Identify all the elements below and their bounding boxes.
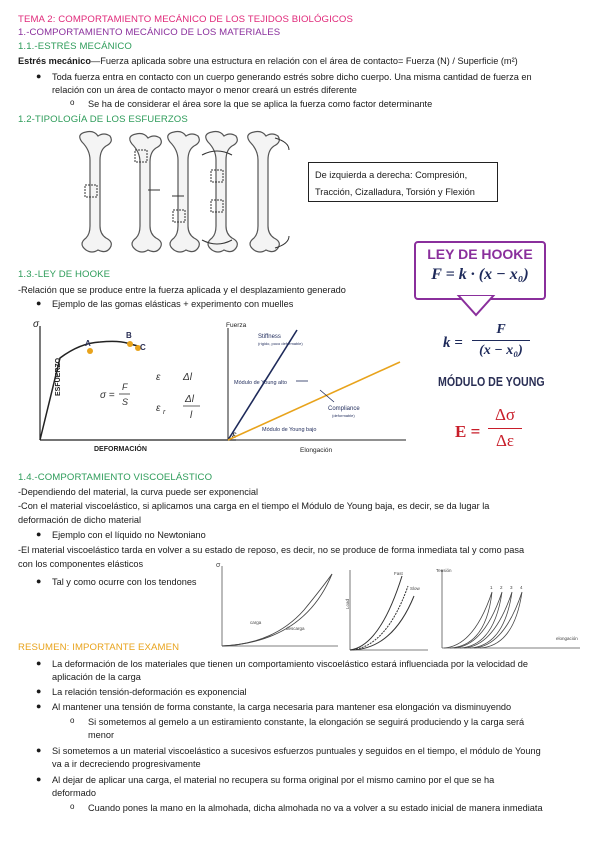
graph2-compliance-pointer (320, 390, 334, 402)
stress-bullet-line-2: relación con un área de contacto mayor o menor creará un estrés diferente (52, 85, 357, 95)
k-formula-denominator: (x − x₀) (479, 343, 523, 358)
loading-curve (222, 574, 332, 646)
bone-flexion (248, 132, 280, 253)
bullet-icon: ● (36, 529, 42, 539)
graph1-sigma: σ (33, 319, 40, 330)
k-formula-label: k = (443, 335, 463, 351)
summary-bullet-2: La relación tensión-deformación es exponencial (52, 687, 247, 697)
stress-definition (18, 55, 518, 67)
visco-line-2: -Con el material viscoelástico, si aplicamos una carga en el tiempo el Módulo de Young baja, es decir, se da lugar la (18, 501, 490, 511)
section-1-heading: 1.-COMPORTAMIENTO MECÁNICO DE LOS MATERIALES (18, 27, 281, 38)
flexion-arrows (275, 138, 289, 248)
graph1-xlabel: DEFORMACIÓN (94, 446, 147, 453)
unloading-curve (222, 574, 332, 646)
stress-types-caption-box (308, 162, 498, 202)
hooke-line-1: -Relación que se produce entre la fuerza aplicada y el desplazamiento generado (18, 285, 346, 295)
graph1-label-c: C (140, 343, 146, 352)
rate-fast-label: Fast (394, 571, 403, 576)
summary-sub-bullet-3-line-2: menor (88, 730, 115, 740)
graph2-compliance: Compliance (328, 406, 360, 412)
cycle-number-1: 1 (490, 585, 493, 590)
summary-heading: RESUMEN: IMPORTANTE EXAMEN (18, 642, 180, 653)
cycle-loop-3 (464, 592, 512, 648)
page-title: TEMA 2: COMPORTAMIENTO MECÁNICO DE LOS TEJIDOS BIOLÓGICOS (18, 14, 353, 25)
summary-bullet-1-line-2: aplicación de la carga (52, 672, 141, 682)
hysteresis-sigma: σ (216, 562, 221, 569)
hooke-law-title: LEY DE HOOKE (427, 246, 533, 262)
bone-shear (168, 132, 200, 253)
sub-bullet-icon: o (70, 802, 75, 811)
graph2-stiffness: Stiffness (258, 334, 281, 340)
summary-sub-bullet-3-line-1: Si sometemos al gemelo a un estiramiento constante, la elongación se seguirá produciendo y la carga será (88, 717, 525, 727)
sub-bullet-icon: o (70, 98, 75, 107)
graph1-ylabel: ESFUERZO (55, 357, 62, 396)
graph1-dl2-den: l (190, 410, 193, 421)
graph2-ylabel: Fuerza (226, 322, 247, 329)
graph1-formula-f: F (122, 382, 128, 392)
bullet-icon: ● (36, 686, 42, 696)
graph1-dl2-num: Δl (185, 394, 194, 405)
stress-term: Estrés mecánico (18, 56, 92, 66)
summary-bullet-5-line-2: deformado (52, 788, 96, 798)
graph1-point-a (87, 348, 93, 354)
hooke-bullet: Ejemplo de las gomas elásticas + experimento con muelles (52, 299, 294, 309)
summary-bullet-1-line-1: La deformación de los materiales que tienen un comportamiento viscoelástico estará influenciada por la velocidad de (52, 659, 528, 669)
hooke-law-formula: F = k · (x − x₀) (431, 266, 529, 283)
bullet-icon: ● (36, 701, 42, 711)
graph1-label-b: B (126, 331, 132, 340)
young-formula-label: E = (455, 422, 481, 441)
section-1-3-heading: 1.3.-LEY DE HOOKE (18, 269, 111, 280)
hysteresis-unload: descarga (286, 626, 305, 631)
young-modulus-title: MÓDULO DE YOUNG (438, 375, 545, 389)
summary-bullet-4-line-2: va a ir decreciendo progresivamente (52, 759, 201, 769)
graph1-eps2-sub: r (163, 409, 166, 416)
graph1-formula-s: S (122, 397, 129, 407)
bone-compression (80, 132, 112, 253)
stress-sub-bullet: Se ha de considerar el área sore la que se aplica la fuerza como factor determinante (88, 99, 433, 109)
visco-line-4: -El material viscoelástico tarda en volver a su estado de reposo, es decir, no se produce de forma inmediata tal y como pasa (18, 545, 525, 555)
summary-bullet-5-line-1: Al dejar de aplicar una carga, el material no recupera su forma original por el mismo camino por el que se ha (52, 775, 495, 785)
bullet-icon: ● (36, 298, 42, 308)
caption-line-1: De izquierda a derecha: Compresión, (315, 170, 468, 180)
stress-bullet-line-1: Toda fuerza entra en contacto con un cuerpo generando estrés sobre dicho cuerpo. Una misma cantidad de fuerza en (52, 72, 532, 82)
graph2-mod-high: Módulo de Young alto (234, 380, 287, 386)
stress-definition-text: —Fuerza aplicada sobre una estructura en relación con el área de contacto= Fuerza (N) / Superficie (m²) (91, 56, 518, 66)
section-1-2-heading: 1.2-TIPOLOGÍA DE LOS ESFUERZOS (18, 114, 188, 125)
cyclic-ylabel: Tensión (436, 568, 452, 573)
cycle-number-2: 2 (500, 585, 503, 590)
graph1-eps: ε (232, 430, 237, 441)
rate-slow-label: Slow (410, 586, 420, 591)
cycle-number-4: 4 (520, 585, 523, 590)
visco-bullet-2: Tal y como ocurre con los tendones (52, 577, 197, 587)
caption-line-2: Tracción, Cizalladura, Torsión y Flexión (315, 187, 475, 197)
graph2-mod-low: Módulo de Young bajo (262, 427, 317, 433)
bullet-icon: ● (36, 774, 42, 784)
stress-types-bones-illustration (70, 130, 290, 255)
hooke-arrow-icon (456, 295, 496, 317)
graph1-label-a: A (85, 339, 91, 348)
bone-traction (130, 134, 162, 253)
visco-line-3: deformación de dicho material (18, 515, 142, 525)
section-1-1-heading: 1.1.-ESTRÉS MECÁNICO (18, 41, 132, 52)
cycle-number-3: 3 (510, 585, 513, 590)
young-formula-numerator: Δσ (494, 405, 516, 424)
visco-bullet-1: Ejemplo con el líquido no Newtoniano (52, 530, 206, 540)
graph2-xlabel: Elongación (300, 447, 333, 454)
young-formula-bar (488, 428, 522, 429)
graph1-point-b (127, 341, 133, 347)
rate-ylabel: Load (345, 598, 350, 609)
cyclic-loading-graph (434, 566, 584, 656)
graph2-compliance-desc: (deformable) (332, 413, 355, 418)
bullet-icon: ● (36, 745, 42, 755)
k-formula-numerator: F (496, 322, 506, 337)
summary-sub-bullet-5: Cuando pones la mano en la almohada, dicha almohada no va a volver a su estado inicial de manera inmediata (88, 803, 543, 813)
k-formula-bar (472, 340, 530, 341)
graph1-dl: Δl (183, 372, 192, 383)
bullet-icon: ● (36, 576, 42, 586)
rate-dependence-graph (344, 566, 432, 656)
sub-bullet-icon: o (70, 716, 75, 725)
graph1-eps1: ε (156, 372, 161, 383)
force-elongation-graph (222, 318, 412, 458)
mid-curve (350, 586, 408, 650)
young-formula-denominator: Δε (495, 431, 515, 450)
graph1-eps2: ε (156, 403, 161, 414)
hysteresis-graph (214, 560, 342, 655)
section-1-4-heading: 1.4.-COMPORTAMIENTO VISCOELÁSTICO (18, 472, 213, 483)
stress-strain-graph (30, 318, 242, 458)
bullet-icon: ● (36, 71, 42, 81)
bone-torsion (206, 132, 238, 253)
visco-line-5: con los componentes elásticos (18, 559, 144, 569)
summary-bullet-3: Al mantener una tensión de forma constante, la carga necesaria para mantener esa elongación va disminuyendo (52, 702, 512, 712)
bullet-icon: ● (36, 658, 42, 668)
hooke-law-card (414, 241, 546, 300)
summary-bullet-4-line-1: Si sometemos a un material viscoelástico a sucesivos esfuerzos puntuales y seguidos en el tiempo, el módulo de Young (52, 746, 541, 756)
cyclic-xlabel: elongación (556, 636, 578, 641)
hysteresis-load: carga (250, 620, 262, 625)
graph2-stiffness-desc: (rígido, poco deformable) (258, 341, 303, 346)
graph1-sigma-formula-left: σ = (100, 390, 115, 401)
visco-line-1: -Dependiendo del material, la curva puede ser exponencial (18, 487, 259, 497)
